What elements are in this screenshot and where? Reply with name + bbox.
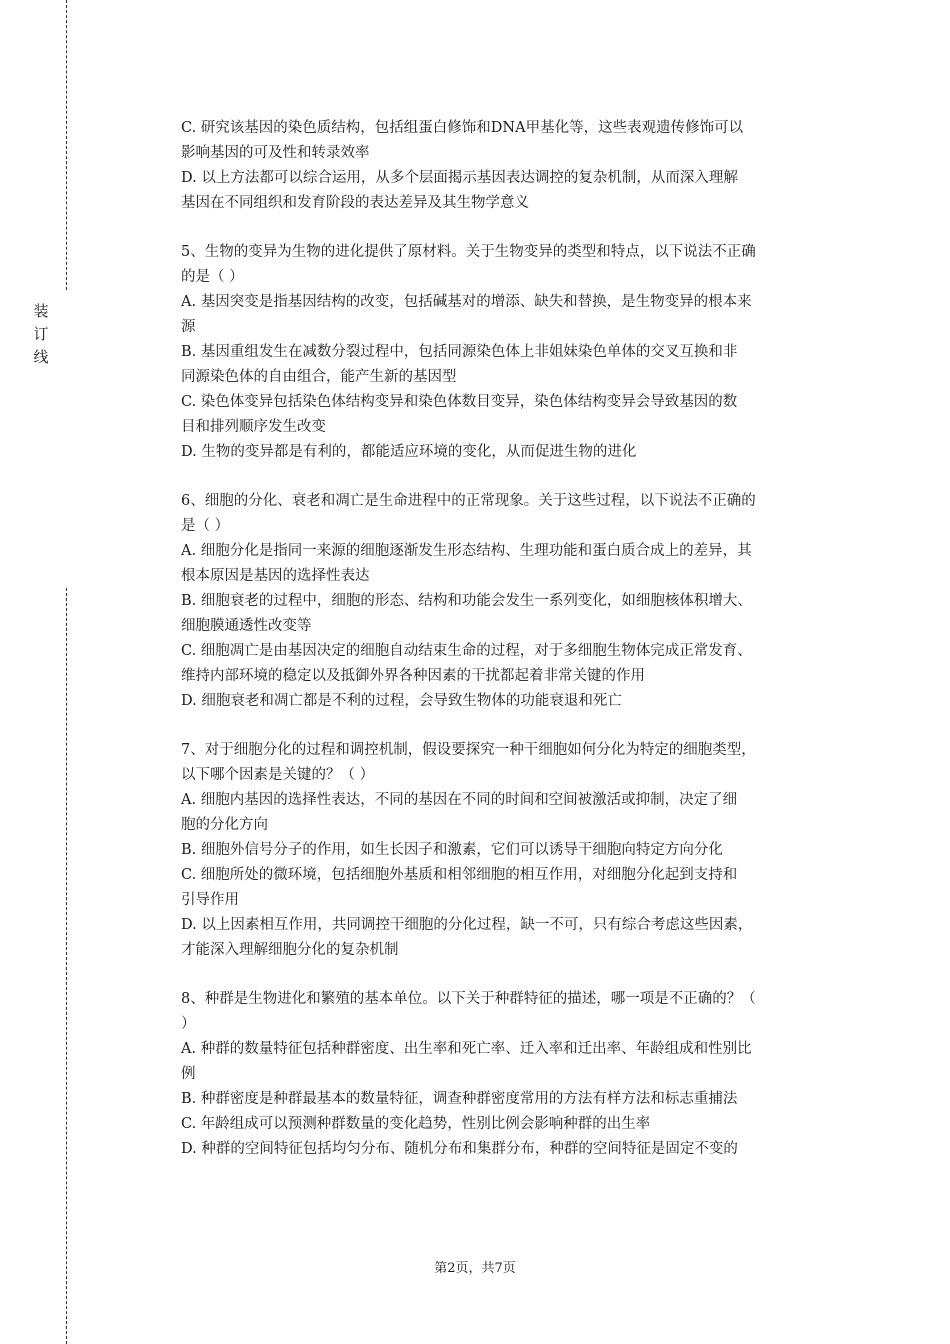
q7-option-d: D. 以上因素相互作用，共同调控干细胞的分化过程，缺一不可，只有综合考虑这些因素， 才能深入理解细胞分化的复杂机制: [181, 917, 753, 958]
q6-option-d: D. 细胞衰老和凋亡都是不利的过程，会导致生物体的功能衰退和死亡: [181, 693, 622, 709]
q5-option-a: A. 基因突变是指基因结构的改变，包括碱基对的增添、缺失和替换，是生物变异的根本来 源: [181, 294, 752, 335]
q5-stem: 5、生物的变异为生物的进化提供了原材料。关于生物变异的类型和特点，以下说法不正确 的是（ ）: [181, 244, 756, 285]
q8-option-d: D. 种群的空间特征包括均匀分布、随机分布和集群分布，种群的空间特征是固定不变的: [181, 1141, 738, 1157]
q5-option-b: B. 基因重组发生在减数分裂过程中，包括同源染色体上非姐妹染色单体的交叉互换和非 同源染色体的自由组合，能产生新的基因型: [181, 344, 738, 385]
binding-dashed-line-top: [66, 0, 67, 290]
q6-option-b: B. 细胞衰老的过程中，细胞的形态、结构和功能会发生一系列变化，如细胞核体积增大、 细胞膜通透性改变等: [181, 593, 752, 634]
q4-option-d: D. 以上方法都可以综合运用，从多个层面揭示基因表达调控的复杂机制，从而深入理解 基因在不同组织和发育阶段的表达差异及其生物学意义: [181, 170, 738, 211]
q8-stem: 8、种群是生物进化和繁殖的基本单位。以下关于种群特征的描述，哪一项是不正确的？（ ）: [181, 991, 756, 1032]
q4-option-c: C. 研究该基因的染色质结构，包括组蛋白修饰和DNA甲基化等，这些表观遗传修饰可以 影响基因的可及性和转录效率: [181, 120, 744, 161]
q6-option-a: A. 细胞分化是指同一来源的细胞逐渐发生形态结构、生理功能和蛋白质合成上的差异，其 根本原因是基因的选择性表达: [181, 543, 752, 584]
q6-option-c: C. 细胞凋亡是由基因决定的细胞自动结束生命的过程，对于多细胞生物体完成正常发育、 维持内部环境的稳定以及抵御外界各种因素的干扰都起着非常关键的作用: [181, 643, 752, 684]
q8-option-c: C. 年龄组成可以预测种群数量的变化趋势，性别比例会影响种群的出生率: [181, 1116, 651, 1132]
page-number: 第2页，共7页: [434, 1261, 516, 1276]
q7-option-b: B. 细胞外信号分子的作用，如生长因子和激素，它们可以诱导干细胞向特定方向分化: [181, 842, 723, 858]
q8-option-b: B. 种群密度是种群最基本的数量特征，调查种群密度常用的方法有样方法和标志重捕法: [181, 1091, 738, 1107]
binding-dashed-line-bottom: [66, 588, 67, 1344]
q7-stem: 7、对于细胞分化的过程和调控机制，假设要探究一种干细胞如何分化为特定的细胞类型， 以下哪个因素是关键的？（ ）: [181, 742, 756, 783]
page-content: [181, 116, 845, 1162]
q6-stem: 6、细胞的分化、衰老和凋亡是生命进程中的正常现象。关于这些过程，以下说法不正确的 是（ ）: [181, 493, 756, 534]
binding-label: 装订线: [33, 302, 49, 366]
q5-option-c: C. 染色体变异包括染色体结构变异和染色体数目变异，染色体结构变异会导致基因的数 目和排列顺序发生改变: [181, 394, 738, 435]
q8-option-a: A. 种群的数量特征包括种群密度、出生率和死亡率、迁入率和迁出率、年龄组成和性别比 例: [181, 1041, 752, 1082]
q7-option-c: C. 细胞所处的微环境，包括细胞外基质和相邻细胞的相互作用，对细胞分化起到支持和 引导作用: [181, 867, 738, 908]
q5-option-d: D. 生物的变异都是有利的，都能适应环境的变化，从而促进生物的进化: [181, 444, 637, 460]
q7-option-a: A. 细胞内基因的选择性表达，不同的基因在不同的时间和空间被激活或抑制，决定了细 胞的分化方向: [181, 792, 738, 833]
